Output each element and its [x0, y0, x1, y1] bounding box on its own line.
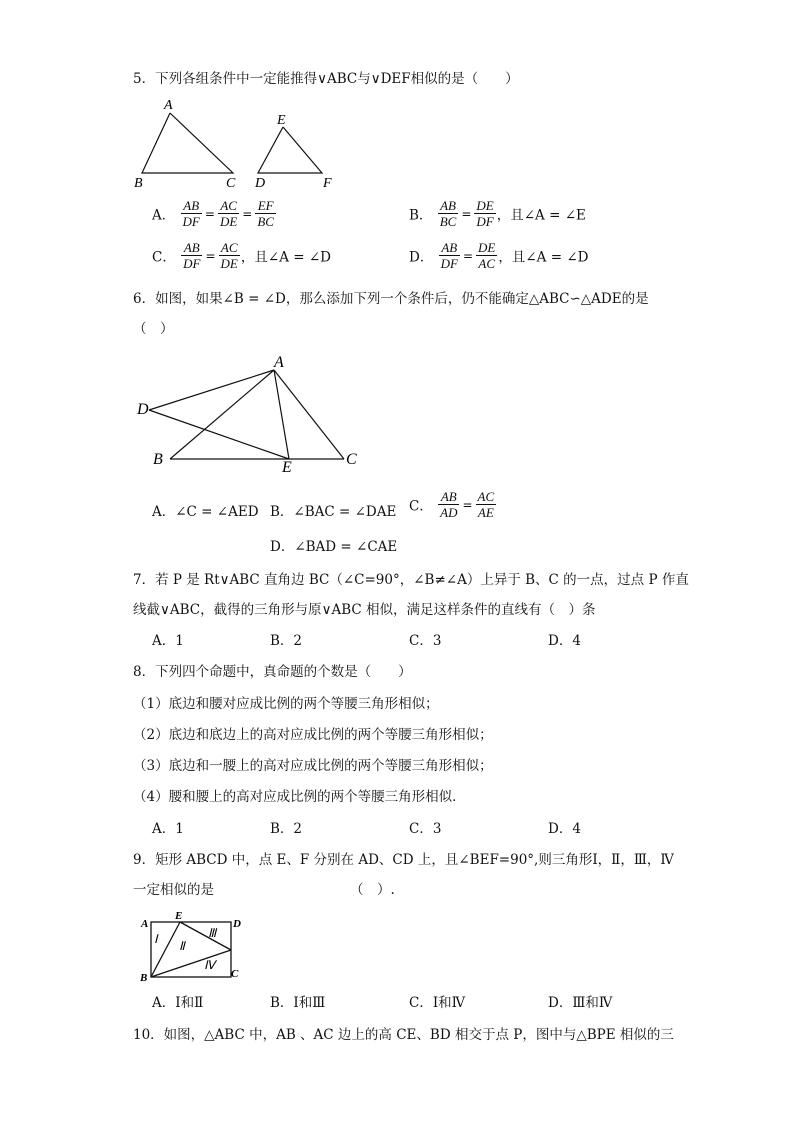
- region-2-label: Ⅱ: [179, 939, 185, 953]
- q9-line1: 9．矩形 ABCD 中，点 E、F 分别在 AD、CD 上，且∠BEF=90°,则三角形Ⅰ，Ⅱ，Ⅲ，Ⅳ: [133, 852, 674, 868]
- q7-option-c[interactable]: C．3: [409, 633, 442, 649]
- region-4-label: Ⅳ: [204, 958, 216, 972]
- q5-triangles-figure: [130, 95, 345, 195]
- q5-option-a[interactable]: A． $\frac{AB}{DF}$ = $\frac{AC}{DE}$ = $\frac{EF}{BC}$: [152, 198, 274, 229]
- q8-option-d[interactable]: D．4: [548, 821, 581, 837]
- region-1-label: Ⅰ: [154, 932, 158, 946]
- q10-stem: 10．如图，△ABC 中，AB 、AC 边上的高 CE、BD 相交于点 P，图中与△BPE 相似的三: [133, 1027, 674, 1043]
- vertex-e: E: [277, 113, 286, 128]
- q5-stem: 5．下列各组条件中一定能推得∨ABC与∨DEF相似的是（ ）: [133, 71, 519, 87]
- vertex-c: C: [226, 176, 236, 191]
- vertex-f: F: [323, 176, 332, 191]
- q8-item-2: （2）底边和底边上的高对应成比例的两个等腰三角形相似；: [133, 727, 493, 743]
- vertex-a: A: [141, 918, 149, 930]
- vertex-c: C: [346, 451, 357, 468]
- q6-option-a[interactable]: A．∠C = ∠AED: [152, 504, 259, 520]
- q6-figure: [133, 350, 368, 480]
- q7-option-b[interactable]: B．2: [270, 633, 303, 649]
- vertex-e: E: [175, 910, 183, 922]
- q6-stem: 6．如图，如果∠B = ∠D，那么添加下列一个条件后，仍不能确定△ABC∽△ADE的是: [133, 291, 649, 307]
- vertex-e: E: [282, 459, 292, 476]
- q6-option-b[interactable]: B．∠BAC = ∠DAE: [270, 504, 397, 520]
- vertex-d: D: [137, 401, 149, 418]
- vertex-a: A: [164, 98, 173, 113]
- q8-option-a[interactable]: A．1: [152, 821, 184, 837]
- vertex-d: D: [233, 918, 241, 930]
- q9-rectangle-figure: [138, 906, 253, 986]
- q6-option-c[interactable]: C． $\frac{AB}{AD}$ = $\frac{AC}{AE}$: [409, 489, 495, 520]
- q8-item-4: （4）腰和腰上的高对应成比例的两个等腰三角形相似．: [133, 789, 466, 805]
- q5-option-d[interactable]: D． $\frac{AB}{DF}$ = $\frac{DE}{AC}$ ，且∠A = ∠D: [409, 240, 589, 271]
- vertex-d: D: [255, 176, 266, 191]
- q5-option-b[interactable]: B． $\frac{AB}{BC}$ = $\frac{DE}{DF}$ ，且∠A = ∠E: [409, 198, 586, 229]
- q6-paren: （ ）: [133, 321, 174, 337]
- region-3-label: Ⅲ: [208, 926, 217, 940]
- q7-option-a[interactable]: A．1: [152, 633, 184, 649]
- vertex-b: B: [134, 176, 143, 191]
- q9-option-b[interactable]: B．Ⅰ和Ⅲ: [270, 995, 326, 1011]
- q5-option-c[interactable]: C． $\frac{AB}{DF}$ = $\frac{AC}{DE}$ ，且∠A = ∠D: [152, 240, 331, 271]
- q7-line2: 线截∨ABC，截得的三角形与原∨ABC 相似，满足这样条件的直线有（ ）条: [133, 602, 596, 618]
- q9-line2: 一定相似的是: [133, 882, 214, 898]
- q8-item-1: （1）底边和腰对应成比例的两个等腰三角形相似；: [133, 696, 439, 712]
- q8-option-c[interactable]: C．3: [409, 821, 442, 837]
- q6-option-d[interactable]: D．∠BAD = ∠CAE: [270, 539, 398, 555]
- q8-option-b[interactable]: B．2: [270, 821, 303, 837]
- q9-option-d[interactable]: D．Ⅲ和Ⅳ: [548, 995, 613, 1011]
- q8-stem: 8．下列四个命题中，真命题的个数是（ ）: [133, 664, 412, 680]
- q9-option-c[interactable]: C．Ⅰ和Ⅳ: [409, 995, 466, 1011]
- vertex-a: A: [274, 354, 284, 371]
- q8-item-3: （3）底边和一腰上的高对应成比例的两个等腰三角形相似；: [133, 758, 493, 774]
- q7-option-d[interactable]: D．4: [548, 633, 581, 649]
- vertex-b: B: [140, 972, 148, 984]
- q9-paren: （ ）.: [350, 882, 395, 898]
- vertex-c: C: [231, 968, 239, 980]
- q7-line1: 7．若 P 是 Rt∨ABC 直角边 BC（∠C=90°，∠B≠∠A）上异于 B、C 的一点，过点 P 作直: [133, 572, 689, 588]
- vertex-b: B: [153, 451, 163, 468]
- q9-option-a[interactable]: A．Ⅰ和Ⅱ: [152, 995, 204, 1011]
